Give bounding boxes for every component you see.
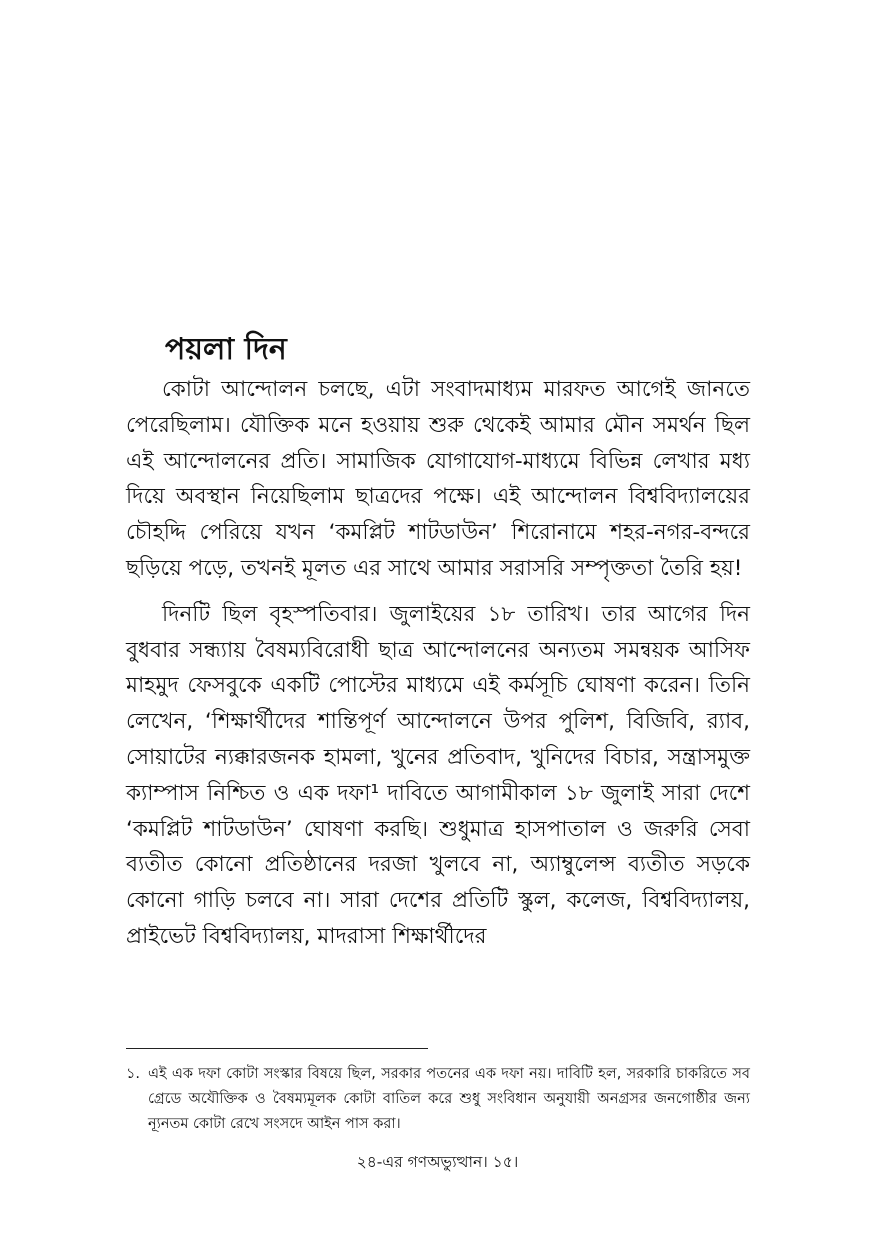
chapter-title: পয়লা দিন <box>165 332 287 367</box>
page-footer: ২৪-এর গণঅভ্যুত্থান। ১৫। <box>356 1153 519 1171</box>
footnote <box>126 1062 750 1137</box>
footnote-number: ১. <box>126 1066 141 1082</box>
body-text <box>126 372 750 955</box>
footnote-divider <box>126 1048 428 1049</box>
paragraph-1: কোটা আন্দোলন চলছে, এটা সংবাদমাধ্যম মারফত আগেই জানতে পেরেছিলাম। যৌক্তিক মনে হওয়ায় শুরু থেকেই আমার মৌন সমর্থন ছিল এই আন্দোলনের প্রতি। সামাজিক যোগাযোগ-মাধ্যমে বিভিন্ন লেখার মধ্য দিয়ে অবস্থান নিয়েছিলাম ছাত্রদের পক্ষে। এই আন্দোলন বিশ্ববিদ্যালয়ের চৌহদ্দি পেরিয়ে যখন ‘কমপ্লিট শাটডাউন’ শিরোনামে শহর-নগর-বন্দরে ছড়িয়ে পড়ে, তখনই মূলত এর সাথে আমার সরাসরি সম্পৃক্ততা তৈরি হয়! <box>126 377 750 581</box>
paragraph-2: দিনটি ছিল বৃহস্পতিবার। জুলাইয়ের ১৮ তারিখ। তার আগের দিন বুধবার সন্ধ্যায় বৈষম্যবিরোধী ছাত্র আন্দোলনের অন্যতম সমন্বয়ক আসিফ মাহমুদ ফেসবুকে একটি পোস্টের মাধ্যমে এই কর্মসূচি ঘোষণা করেন। তিনি লেখেন, ‘শিক্ষার্থীদের শান্তিপূর্ণ আন্দোলনে উপর পুলিশ, বিজিবি, র‍্যাব, সোয়াটের ন্যক্কারজনক হামলা, খুনের প্রতিবাদ, খুনিদের বিচার, সন্ত্রাসমুক্ত ক্যাম্পাস নিশ্চিত ও এক দফা¹ দাবিতে আগামীকাল ১৮ জুলাই সারা দেশে ‘কমপ্লিট শাটডাউন’ ঘোষণা করছি। শুধুমাত্র হাসপাতাল ও জরুরি সেবা ব্যতীত কোনো প্রতিষ্ঠানের দরজা খুলবে না, অ্যাম্বুলেন্স ব্যতীত সড়কে কোনো গাড়ি চলবে না। সারা দেশের প্রতিটি স্কুল, কলেজ, বিশ্ববিদ্যালয়, প্রাইভেট বিশ্ববিদ্যালয়, মাদরাসা শিক্ষার্থীদের <box>126 601 750 949</box>
footnote-text: এই এক দফা কোটা সংস্কার বিষয়ে ছিল, সরকার পতনের এক দফা নয়। দাবিটি হল, সরকারি চাকরিতে সব গ্রেডে অযৌক্তিক ও বৈষম্যমূলক কোটা বাতিল করে শুধু সংবিধান অনুযায়ী অনগ্রসর জনগোষ্ঠীর জন্য ন্যূনতম কোটা রেখে সংসদে আইন পাস করা। <box>148 1066 750 1132</box>
